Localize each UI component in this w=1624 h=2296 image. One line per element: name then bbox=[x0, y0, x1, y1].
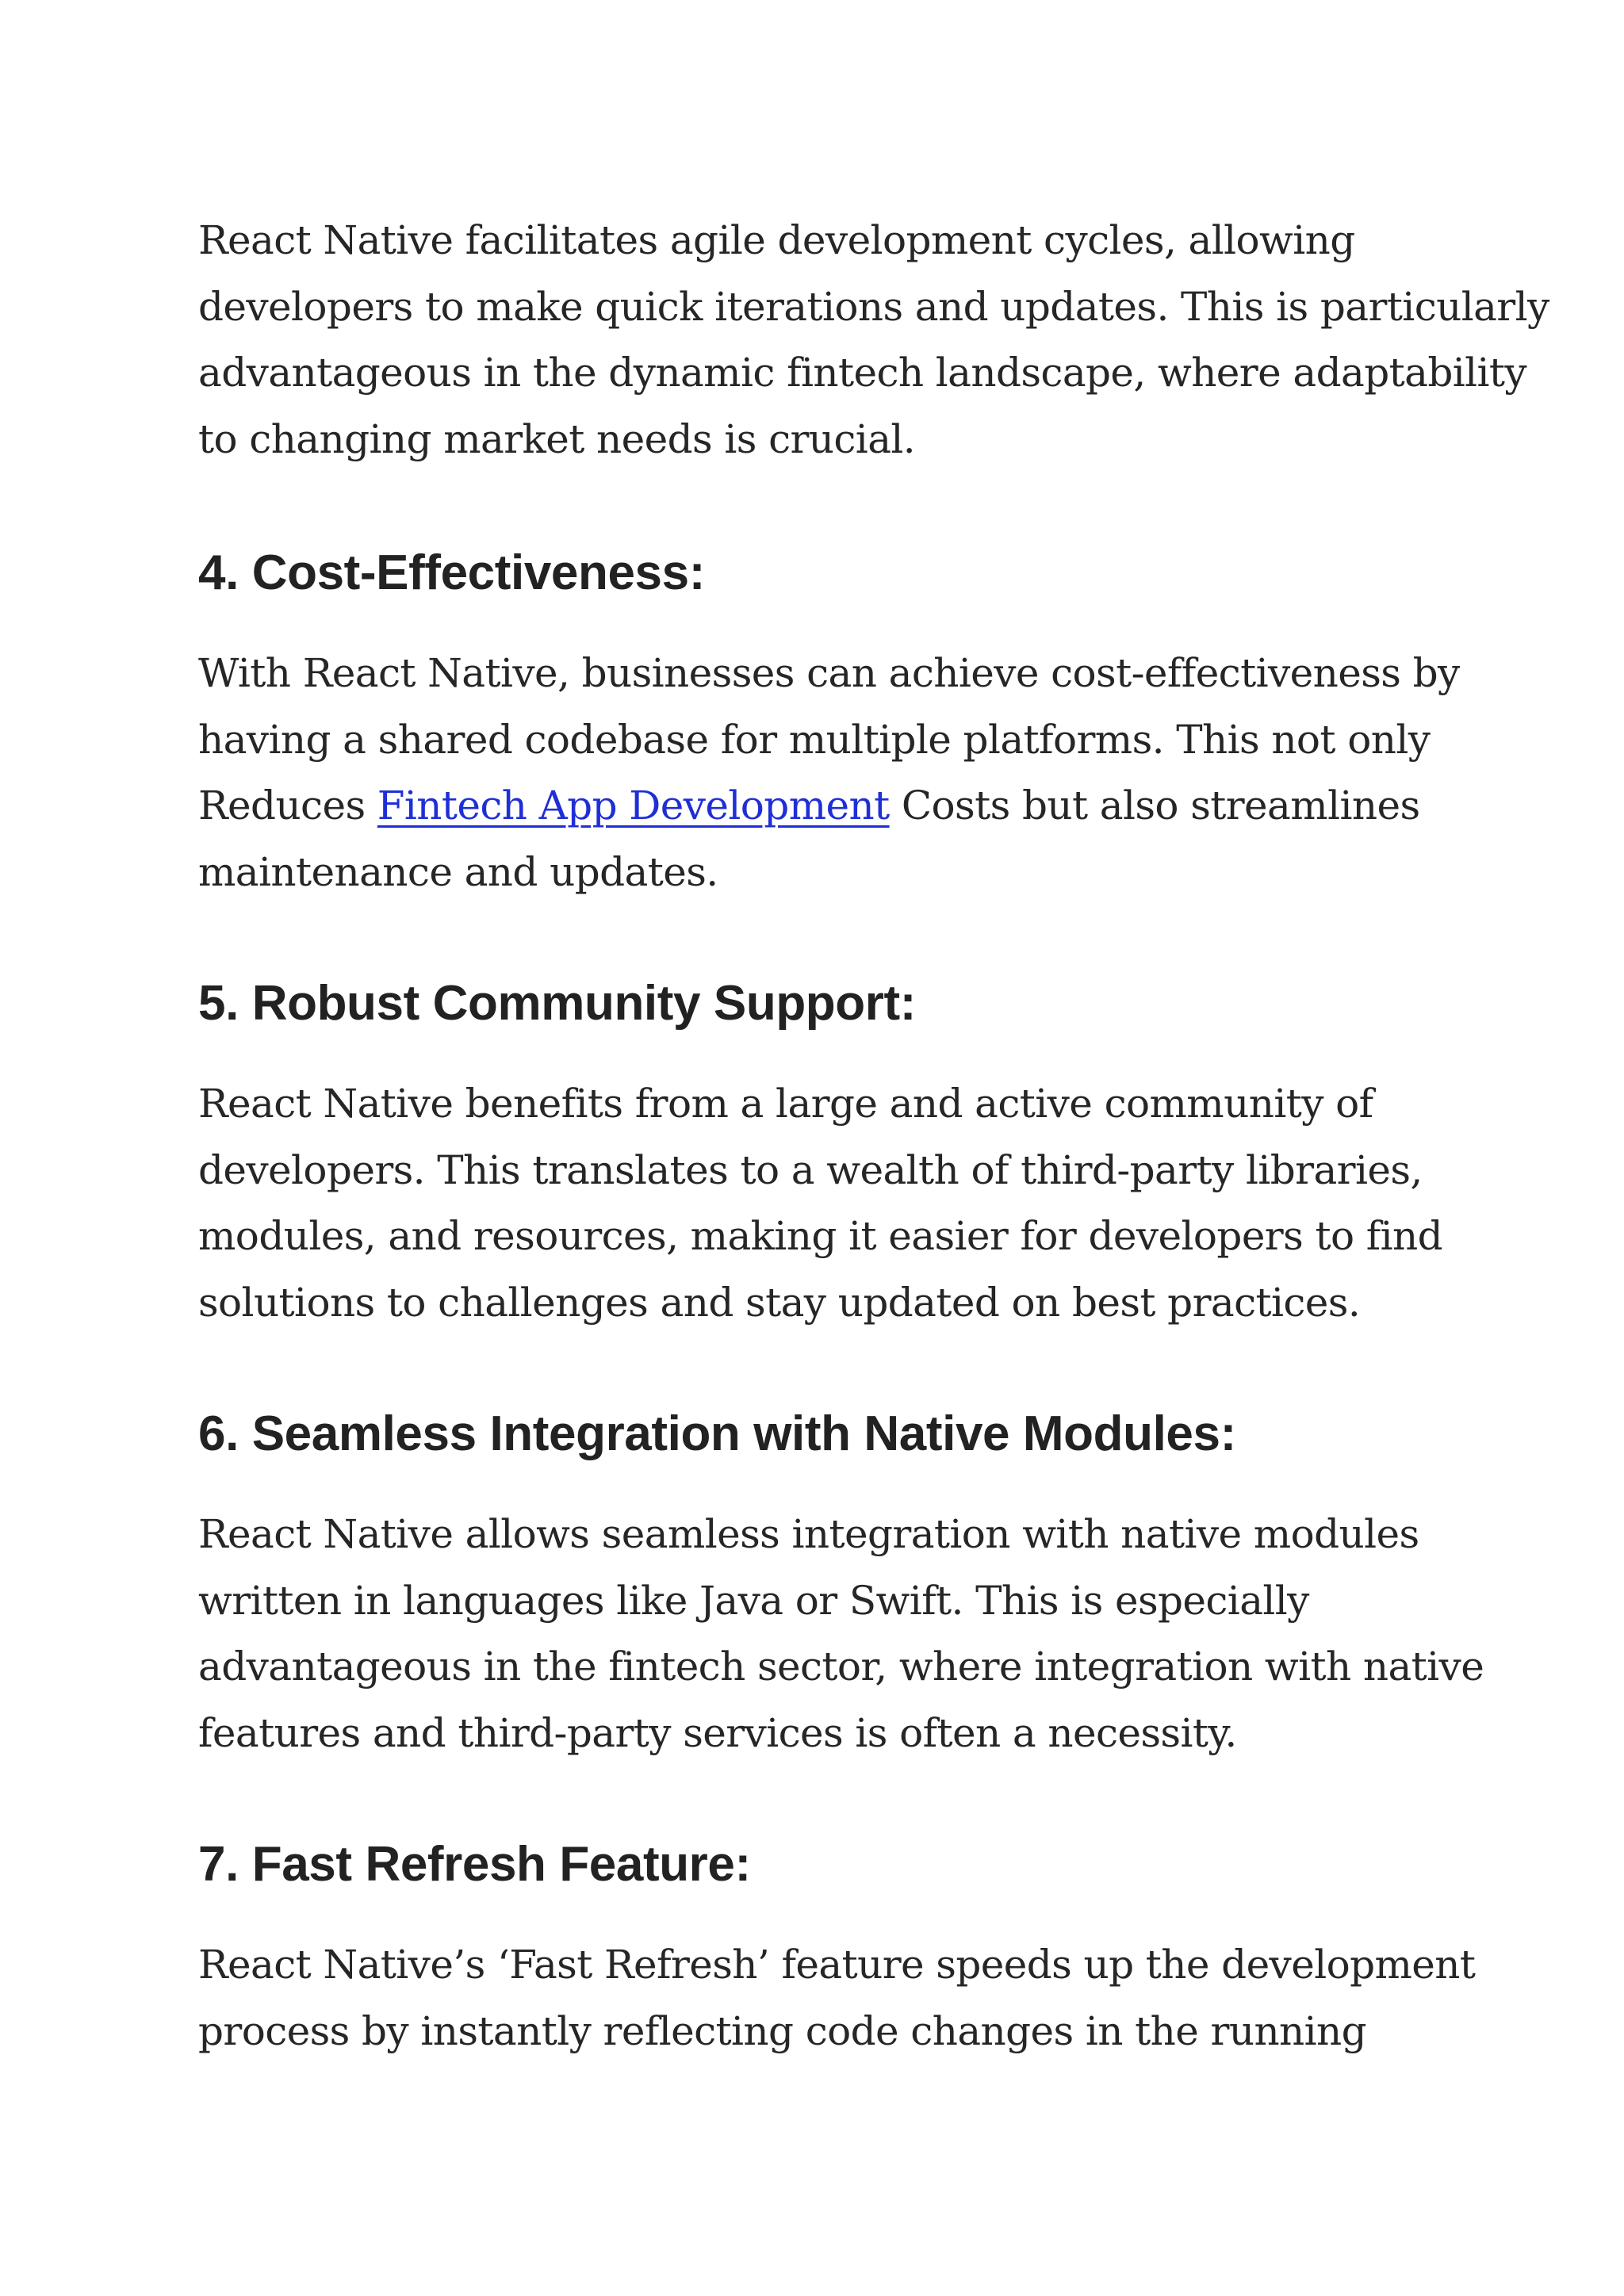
text-line: to changing market needs is crucial. bbox=[198, 415, 916, 462]
text-line: having a shared codebase for multiple platforms. This not only bbox=[198, 716, 1431, 763]
text-line: solutions to challenges and stay updated on best practices. bbox=[198, 1279, 1361, 1326]
text-line: written in languages like Java or Swift. This is especially bbox=[198, 1577, 1309, 1624]
link-line-before: Reduces bbox=[198, 783, 377, 828]
text-line: React Native allows seamless integration with native modules bbox=[198, 1511, 1419, 1557]
text-line: React Native facilitates agile development cycles, allowing bbox=[198, 217, 1355, 263]
heading-cost-effectiveness: 4. Cost-Effectiveness: bbox=[198, 545, 705, 600]
community-support-paragraph bbox=[198, 1071, 1451, 1336]
text-line: maintenance and updates. bbox=[198, 848, 718, 895]
text-line-with-link bbox=[198, 773, 1451, 840]
text-line: developers to make quick iterations and updates. This is particularly bbox=[198, 283, 1549, 330]
text-line: features and third-party services is often a necessity. bbox=[198, 1709, 1237, 1756]
heading-fast-refresh: 7. Fast Refresh Feature: bbox=[198, 1837, 751, 1892]
intro-paragraph bbox=[198, 208, 1549, 473]
article-body bbox=[198, 208, 1549, 2064]
text-line: developers. This translates to a wealth of third-party libraries, bbox=[198, 1146, 1423, 1193]
text-line: React Native benefits from a large and active community of bbox=[198, 1081, 1373, 1127]
text-line: React Native’s ‘Fast Refresh’ feature speeds up the development bbox=[198, 1942, 1476, 1988]
text-line: advantageous in the dynamic fintech landscape, where adaptability bbox=[198, 350, 1527, 396]
cost-effectiveness-paragraph bbox=[198, 641, 1460, 905]
text-line: advantageous in the fintech sector, where integration with native bbox=[198, 1644, 1484, 1689]
text-line: process by instantly reflecting code changes in the running bbox=[198, 2007, 1367, 2054]
heading-native-modules: 6. Seamless Integration with Native Modules: bbox=[198, 1406, 1236, 1461]
text-line: modules, and resources, making it easier for developers to find bbox=[198, 1213, 1443, 1259]
fintech-app-development-link[interactable]: Fintech App Development bbox=[377, 783, 890, 828]
link-line-after: Costs but also streamlines bbox=[889, 783, 1420, 828]
heading-community-support: 5. Robust Community Support: bbox=[198, 976, 916, 1031]
native-modules-paragraph bbox=[198, 1502, 1484, 1766]
fast-refresh-paragraph bbox=[198, 1932, 1476, 2064]
text-line: With React Native, businesses can achieve cost-effectiveness by bbox=[198, 650, 1460, 696]
